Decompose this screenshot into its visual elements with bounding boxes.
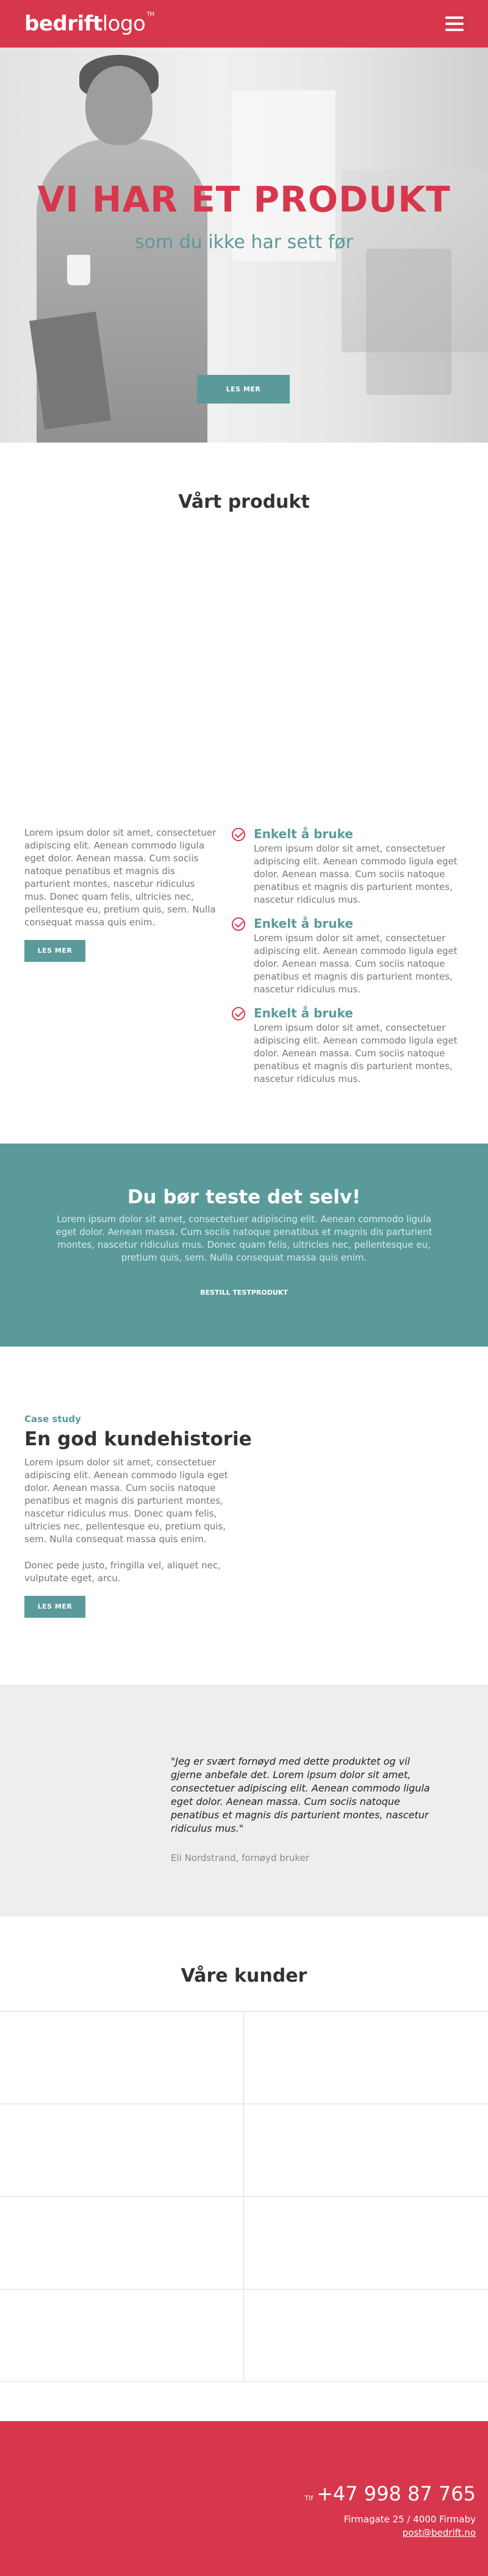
logo-tm: TM <box>146 12 154 18</box>
case-read-more-button[interactable]: LES MER <box>24 1596 85 1618</box>
check-circle-icon <box>232 828 245 841</box>
customers-title: Våre kunder <box>181 1965 307 1987</box>
product-intro <box>24 827 220 962</box>
feature-item <box>232 916 464 996</box>
email-link[interactable]: post@bedrift.no <box>402 2527 476 2538</box>
phone-label: Tlf <box>304 2494 314 2502</box>
hamburger-menu-icon[interactable] <box>445 16 464 31</box>
case-study-section <box>0 1347 488 1685</box>
product-title: Vårt produkt <box>178 491 310 513</box>
customer-logo-cell <box>0 2290 244 2382</box>
case-kicker: Case study <box>24 1414 81 1425</box>
feature-text: Lorem ipsum dolor sit amet, consectetuer adipiscing elit. Aenean commodo ligula eget dolor. Aenean massa. Cum sociis natoque penatibus et magnis dis parturient montes, nascetur ridiculus mus. <box>254 933 458 995</box>
feature-text: Lorem ipsum dolor sit amet, consectetuer adipiscing elit. Aenean commodo ligula eget dolor. Aenean massa. Cum sociis natoque penatibus et magnis dis parturient montes, nascetur ridiculus mus. <box>254 1022 458 1084</box>
logo-light-text: logo <box>102 12 146 36</box>
feature-item <box>232 827 464 906</box>
feature-title: Enkelt å bruke <box>254 1006 353 1020</box>
feature-title: Enkelt å bruke <box>254 916 353 931</box>
logo-bold-text: bedrift <box>24 12 102 36</box>
customer-logo-cell <box>244 2104 488 2197</box>
check-circle-icon <box>232 917 245 931</box>
customer-logo-cell <box>0 2197 244 2290</box>
hero-subtitle: som du ikke har sett før <box>134 232 353 253</box>
feature-title: Enkelt å bruke <box>254 827 353 841</box>
order-test-product-button[interactable]: BESTILL TESTPRODUKT <box>200 1289 288 1297</box>
customer-logo-cell <box>0 2012 244 2104</box>
cta-section <box>0 1144 488 1347</box>
case-text-secondary: Donec pede justo, fringilla vel, aliquet nec, vulputate eget, arcu. <box>24 1560 221 1584</box>
customer-logo-cell <box>244 2012 488 2104</box>
cta-title: Du bør teste det selv! <box>127 1186 361 1208</box>
address-text: Firmagate 25 / 4000 Firmaby <box>343 2514 476 2525</box>
case-text: Lorem ipsum dolor sit amet, consectetuer adipiscing elit. Aenean commodo ligula eget dolor. Aenean massa. Cum sociis natoque penatibus et magnis dis parturient montes, nascetur ridiculus mus. Donec quam felis, ultricies nec, pellentesque eu, pretium quis, sem. Nulla consequat massa quis enim. <box>24 1457 228 1545</box>
footer-address <box>344 2513 476 2539</box>
feature-text: Lorem ipsum dolor sit amet, consectetuer adipiscing elit. Aenean commodo ligula eget dolor. Aenean massa. Cum sociis natoque penatibus et magnis dis parturient montes, nascetur ridiculus mus. <box>254 843 458 905</box>
product-section <box>0 443 488 1144</box>
hero-banner <box>0 48 488 443</box>
hero-read-more-button[interactable]: LES MER <box>197 375 290 404</box>
logo[interactable] <box>24 12 154 36</box>
feature-list <box>232 827 464 1095</box>
check-circle-icon <box>232 1007 245 1020</box>
hero-background-person <box>366 249 451 395</box>
phone-number: +47 998 87 765 <box>317 2482 476 2505</box>
feature-item <box>232 1006 464 1086</box>
cta-text: Lorem ipsum dolor sit amet, consectetuer adipiscing elit. Aenean commodo ligula eget dolor. Aenean massa. Cum sociis natoque penatibus et magnis dis parturient montes, nascetur ridiculus mus. Donec quam felis, ultricies nec, pellentesque eu, pretium quis, sem. Nulla consequat massa quis enim. <box>56 1214 432 1263</box>
footer-phone[interactable] <box>304 2482 476 2505</box>
customers-section <box>0 1916 488 2421</box>
customer-logo-cell <box>244 2197 488 2290</box>
product-read-more-button[interactable]: LES MER <box>24 940 85 962</box>
product-intro-text: Lorem ipsum dolor sit amet, consectetuer adipiscing elit. Aenean commodo ligula eget dolor. Aenean massa. Cum sociis natoque penatibus et magnis dis parturient montes, nascetur ridiculus mus. Donec quam felis, ultricies nec, pellentesque eu, pretium quis, sem. Nulla consequat massa quis enim. <box>24 827 217 928</box>
site-footer <box>0 2421 488 2576</box>
testimonial-section <box>0 1685 488 1916</box>
case-title: En god kundehistorie <box>24 1428 252 1450</box>
site-header <box>0 0 488 48</box>
customer-logo-cell <box>244 2290 488 2382</box>
testimonial-quote: "Jeg er svært fornøyd med dette produktet og vil gjerne anbefale det. Lorem ipsum dolor sit amet, consectetuer adipiscing elit. Aenean commodo ligula eget dolor. Aenean massa. Cum sociis natoque penatibus et magnis dis parturient montes, nascetur ridiculus mus." <box>171 1756 430 1834</box>
hero-title: VI HAR ET PRODUKT <box>37 179 451 220</box>
customer-logo-cell <box>0 2104 244 2197</box>
testimonial-author: Eli Nordstrand, fornøyd bruker <box>171 1852 309 1863</box>
customer-logo-grid <box>0 2011 488 2382</box>
